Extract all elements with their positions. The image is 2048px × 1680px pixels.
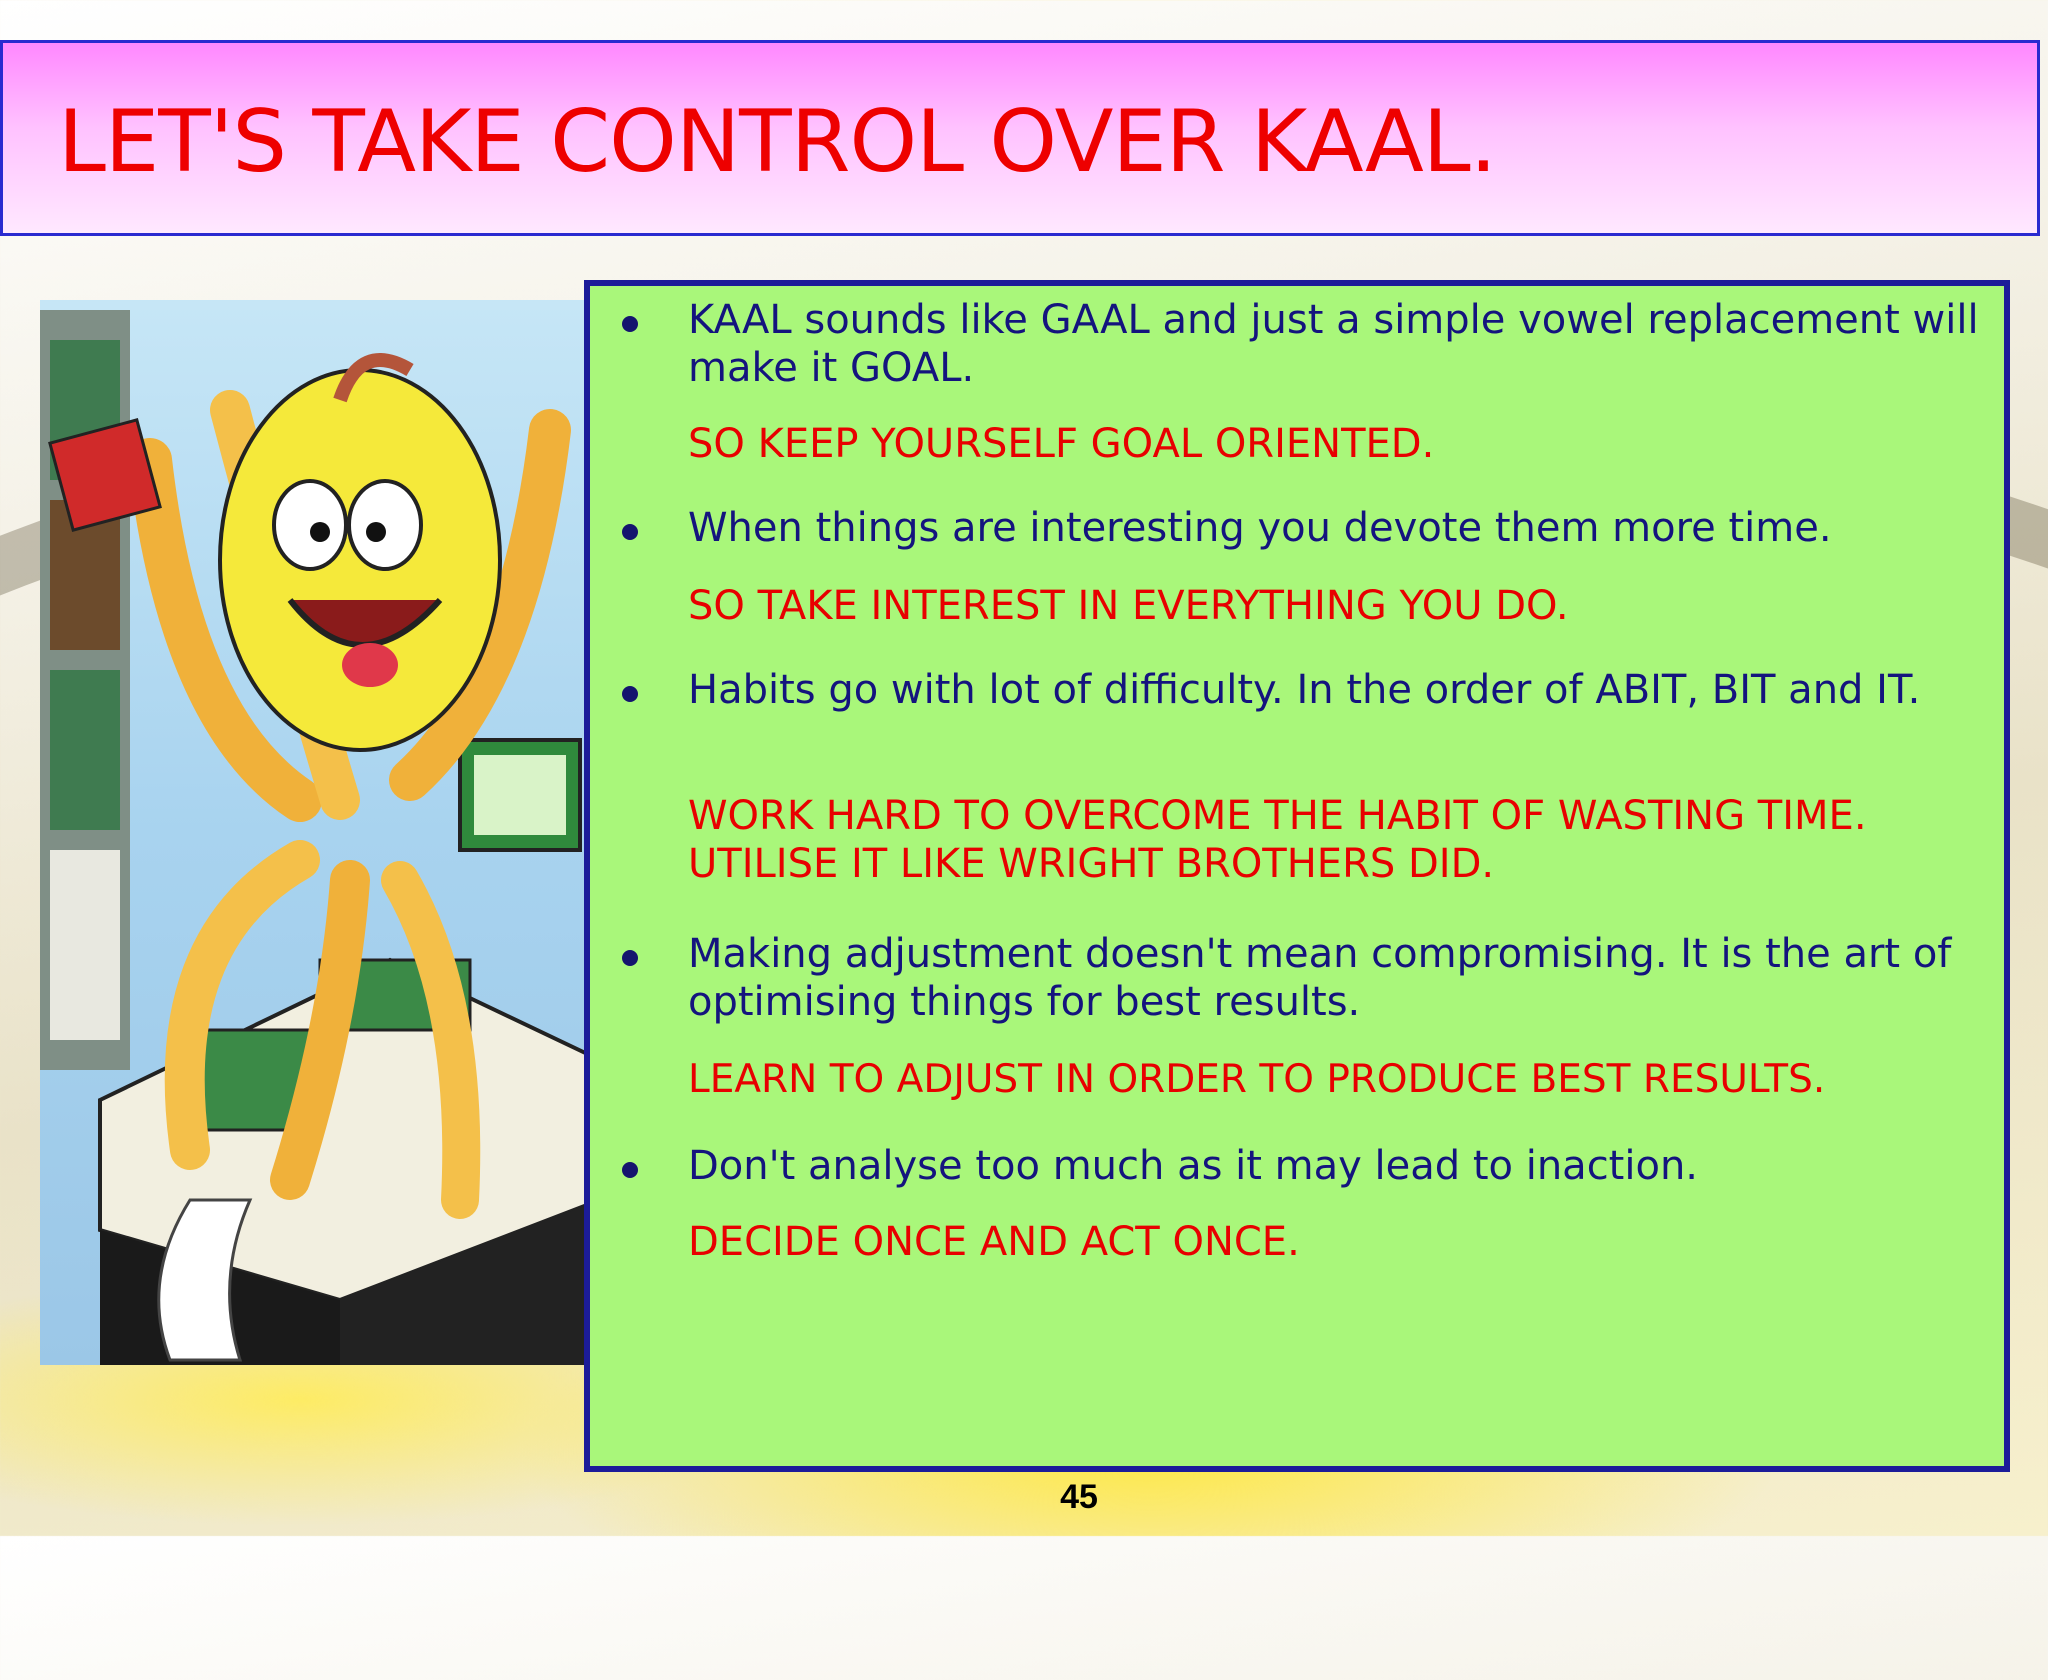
bullet-dot-icon (622, 950, 638, 966)
bullet-dot-icon (622, 524, 638, 540)
octopus-illustration-icon (40, 300, 660, 1365)
bullet-highlight: LEARN TO ADJUST IN ORDER TO PRODUCE BEST RESULTS. (688, 1057, 1826, 1102)
bullet-text: Don't analyse too much as it may lead to inaction. (688, 1143, 1699, 1189)
bullet-highlight: SO TAKE INTEREST IN EVERYTHING YOU DO. (688, 583, 1569, 629)
bullet-text: When things are interesting you devote them more time. (688, 505, 1832, 551)
bullet-dot-icon (622, 316, 638, 332)
content-panel (584, 280, 2010, 1472)
slide-title: LET'S TAKE CONTROL OVER KAAL. (58, 92, 1497, 192)
bullet-text: KAAL sounds like GAAL and just a simple vowel replacement will make it GOAL. (688, 297, 1979, 391)
page-number: 45 (1060, 1478, 1098, 1516)
bullet-dot-icon (622, 686, 638, 702)
bullet-text: Habits go with lot of difficulty. In the order of ABIT, BIT and IT. (688, 667, 1921, 713)
bullet-highlight: DECIDE ONCE AND ACT ONCE. (688, 1219, 1300, 1265)
bullet-highlight: WORK HARD TO OVERCOME THE HABIT OF WASTING TIME. UTILISE IT LIKE WRIGHT BROTHERS DID. (688, 793, 1867, 887)
bullet-dot-icon (622, 1162, 638, 1178)
bullet-text: Making adjustment doesn't mean compromising. It is the art of optimising things for best results. (688, 931, 1952, 1025)
octopus-cartoon-image (40, 300, 660, 1365)
bullet-highlight: SO KEEP YOURSELF GOAL ORIENTED. (688, 421, 1435, 467)
